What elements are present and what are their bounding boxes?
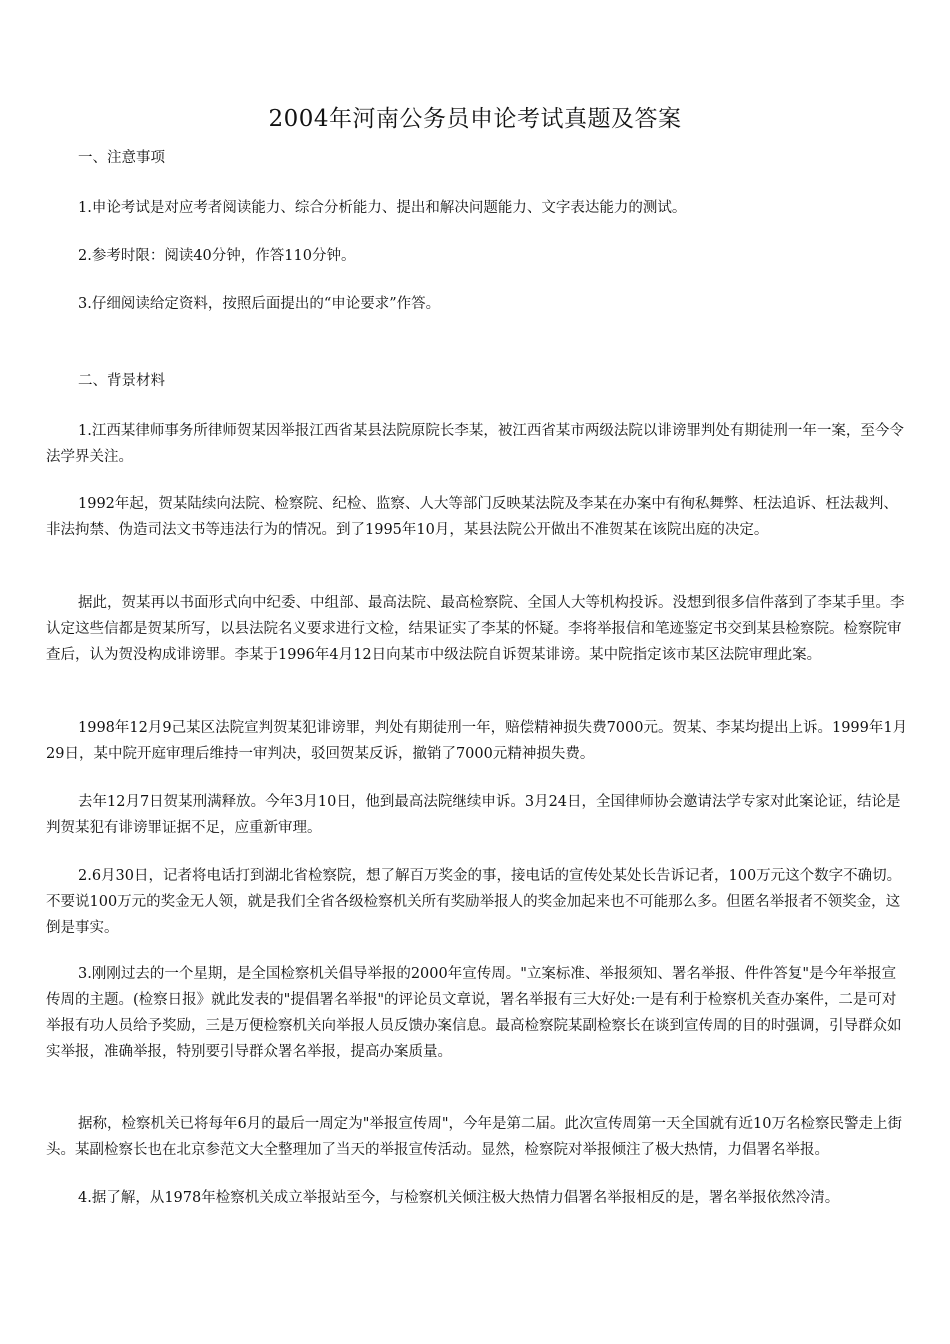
- background-paragraph: 1.江西某律师事务所律师贺某因举报江西省某县法院原院长李某，被江西省某市两级法院以诽谤罪判处有期徒刑一年一案，至今令法学界关注。: [46, 423, 904, 465]
- background-paragraph: 据称，检察机关已将每年6月的最后一周定为"举报宣传周"，今年是第二届。此次宣传周第一天全国就有近10万名检察民警走上街头。某副检察长也在北京参范文大全整理加了当天的举报宣传活动。显然，检察院对举报倾注了极大热情，力倡署名举报。: [46, 1116, 903, 1158]
- background-paragraph: 2.6月30日，记者将电话打到湖北省检察院，想了解百万奖金的事，接电话的宣传处某处长告诉记者，100万元这个数字不确切。不要说100万元的奖金无人领，就是我们全省各级检察机关所有奖励举报人的奖金加起来也不可能那么多。但匿名举报者不领奖金，这倒是事实。: [46, 868, 902, 936]
- background-paragraph: 3.刚刚过去的一个星期，是全国检察机关倡导举报的2000年宣传周。"立案标准、举报须知、署名举报、件件答复"是今年举报宣传周的主题。(检察日报》就此发表的"提倡署名举报"的评论员文章说，署名举报有三大好处:一是有利于检察机关查办案件，二是可对举报有功人员给予奖励，三是万便检察机关向举报人员反馈办案信息。最高检察院某副检察长在谈到宣传周的目的时强调，引导群众如实举报，准确举报，特别要引导群众署名举报，提高办案质量。: [46, 966, 902, 1060]
- background-paragraph: 1998年12月9己某区法院宣判贺某犯诽谤罪，判处有期徒刑一年，赔偿精神损失费7000元。贺某、李某均提出上诉。1999年1月29日，某中院开庭审理后维持一审判决，驳回贺某反诉，撤销了7000元精神损失费。: [46, 720, 908, 762]
- notes-item-2: 2.参考时限：阅读40分钟，作答110分钟。: [78, 248, 356, 264]
- background-paragraph: 据此，贺某再以书面形式向中纪委、中组部、最高法院、最高检察院、全国人大等机构投诉。没想到很多信件落到了李某手里。李认定这些信都是贺某所写，以县法院名义要求进行文检，结果证实了李某的怀疑。李将举报信和笔迹鉴定书交到某县检察院。检察院审查后，认为贺没构成诽谤罪。李某于1996年4月12日向某市中级法院自诉贺某诽谤。某中院指定该市某区法院审理此案。: [46, 595, 905, 663]
- section-heading-background: 二、背景材料: [78, 373, 165, 389]
- notes-item-3: 3.仔细阅读给定资料，按照后面提出的“申论要求”作答。: [78, 296, 441, 312]
- section-heading-notes: 一、注意事项: [78, 150, 165, 166]
- notes-item-1: 1.申论考试是对应考者阅读能力、综合分析能力、提出和解决问题能力、文字表达能力的测试。: [78, 200, 687, 216]
- background-paragraph: 去年12月7日贺某刑满释放。今年3月10日，他到最高法院继续申诉。3月24日，全国律师协会邀请法学专家对此案论证，结论是判贺某犯有诽谤罪证据不足，应重新审理。: [46, 794, 901, 836]
- document-title: 2004年河南公务员申论考试真题及答案: [268, 106, 682, 132]
- background-paragraph: 1992年起，贺某陆续向法院、检察院、纪检、监察、人大等部门反映某法院及李某在办案中有徇私舞弊、枉法追诉、枉法裁判、非法拘禁、伪造司法文书等违法行为的情况。到了1995年10月，某县法院公开做出不准贺某在该院出庭的决定。: [46, 496, 898, 538]
- background-paragraph: 4.据了解，从1978年检察机关成立举报站至今，与检察机关倾注极大热情力倡署名举报相反的是，署名举报依然冷清。: [78, 1190, 840, 1206]
